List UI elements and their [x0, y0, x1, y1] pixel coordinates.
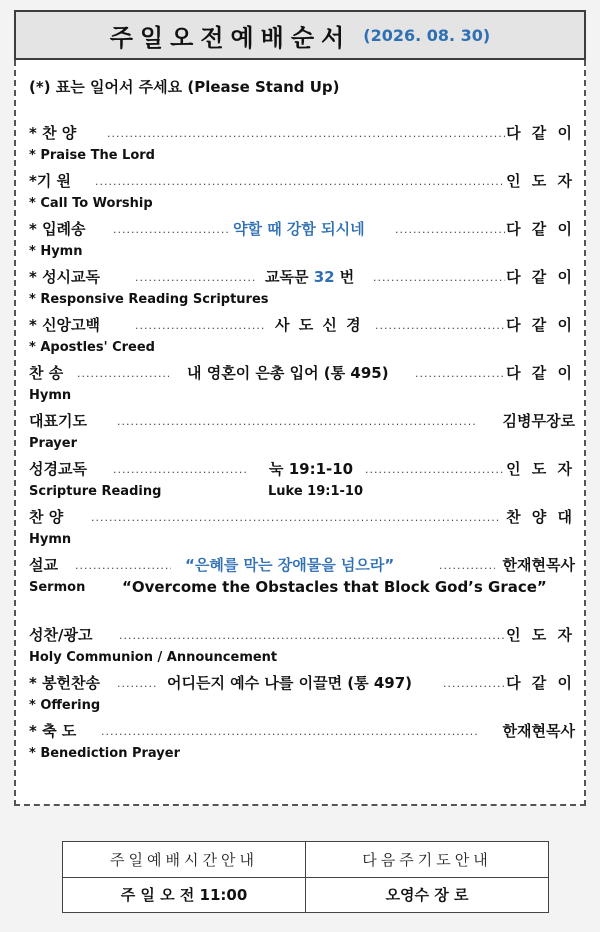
- hymn-title: 어디든지 예수 나를 이끌면 (통 497): [167, 674, 413, 692]
- dot-leader: [113, 460, 247, 482]
- dot-leader: [375, 316, 505, 338]
- hymn-title: 약할 때 강함 되시네: [233, 220, 365, 238]
- item-title: * 성시교독: [29, 268, 101, 286]
- dot-leader: [107, 124, 505, 146]
- item-english: Sermon: [29, 580, 86, 595]
- item-responsible: 다 같 이: [506, 124, 575, 142]
- item-english: Scripture Reading: [29, 484, 162, 499]
- item-title: 성경교독: [29, 460, 87, 478]
- item-responsible: 김병무장로: [502, 412, 575, 430]
- hymn-title: 내 영혼이 은총 입어 (통 495): [187, 364, 389, 382]
- dot-leader: [117, 674, 157, 696]
- item-title: 찬 양: [29, 508, 64, 526]
- item-english: Hymn: [29, 388, 72, 403]
- item-title: * 봉헌찬송: [29, 674, 101, 692]
- worship-time-value: 주 일 오 전 11:00: [63, 877, 306, 913]
- dot-leader: [95, 172, 505, 194]
- order-item-offering: [29, 672, 575, 694]
- item-title: * 입례송: [29, 220, 86, 238]
- item-responsible: 다 같 이: [506, 364, 575, 382]
- item-english: * Praise The Lord: [29, 148, 155, 163]
- page-title: 주일오전예배순서: [109, 23, 352, 52]
- dot-leader: [113, 220, 231, 242]
- dot-leader: [91, 508, 501, 530]
- dot-leader: [373, 268, 505, 290]
- item-english: * Hymn: [29, 244, 83, 259]
- item-title: 설교: [29, 556, 58, 574]
- dot-leader: [135, 316, 265, 338]
- order-item-call-to-worship: [29, 170, 575, 192]
- item-responsible: 찬 양 대: [506, 508, 575, 526]
- item-english: Holy Communion / Announcement: [29, 650, 278, 665]
- item-title: 대표기도: [29, 412, 87, 430]
- item-responsible: 다 같 이: [506, 220, 575, 238]
- stand-note: (*) 표는 일어서 주세요 (Please Stand Up): [29, 78, 340, 96]
- item-english: Hymn: [29, 532, 72, 547]
- order-item-sermon: [29, 554, 575, 576]
- info-table: [62, 841, 549, 913]
- item-english: * Call To Worship: [29, 196, 153, 211]
- next-prayer-header: 다음주기도안내: [306, 842, 549, 878]
- order-item-praise: [29, 122, 575, 144]
- item-responsible: 한재현목사: [502, 556, 575, 574]
- item-title: 찬 송: [29, 364, 64, 382]
- order-item-prayer: [29, 410, 575, 432]
- item-english: * Apostles' Creed: [29, 340, 155, 355]
- creed-name: 사 도 신 경: [275, 316, 363, 334]
- item-english: Prayer: [29, 436, 78, 451]
- dot-leader: [119, 626, 505, 648]
- order-of-worship: [14, 60, 586, 806]
- title-bar: [14, 10, 586, 60]
- item-title: * 찬 양: [29, 124, 77, 142]
- item-responsible: 인 도 자: [506, 460, 575, 478]
- service-date: (2026. 08. 30): [363, 25, 491, 45]
- scripture-reference-english: Luke 19:1-10: [268, 484, 363, 499]
- item-responsible: 다 같 이: [506, 316, 575, 334]
- order-item-communion: [29, 624, 575, 646]
- worship-time-header: 주일예배시간안내: [63, 842, 306, 878]
- order-item-hymn: [29, 362, 575, 384]
- item-responsible: 다 같 이: [506, 674, 575, 692]
- sermon-title: “은혜를 막는 장애물을 넘으라”: [185, 556, 395, 574]
- item-english: * Offering: [29, 698, 101, 713]
- next-prayer-value: 오영수 장 로: [306, 877, 549, 913]
- order-item-scripture-reading: [29, 458, 575, 480]
- dot-leader: [135, 268, 255, 290]
- scripture-reference: 눅 19:1-10: [269, 460, 354, 478]
- dot-leader: [117, 412, 477, 434]
- dot-leader: [77, 364, 169, 386]
- item-title: 성찬/광고: [29, 626, 93, 644]
- reading-number: 교독문 32 번: [265, 268, 355, 286]
- item-responsible: 다 같 이: [506, 268, 575, 286]
- item-english: * Responsive Reading Scriptures: [29, 292, 269, 307]
- item-title: * 신앙고백: [29, 316, 101, 334]
- order-item-creed: [29, 314, 575, 336]
- item-responsible: 인 도 자: [506, 626, 575, 644]
- order-item-hymn-entrance: [29, 218, 575, 240]
- dot-leader: [395, 220, 505, 242]
- item-responsible: 한재현목사: [502, 722, 575, 740]
- item-title: * 축 도: [29, 722, 77, 740]
- dot-leader: [75, 556, 171, 578]
- order-item-responsive-reading: [29, 266, 575, 288]
- item-english: * Benediction Prayer: [29, 746, 180, 761]
- dot-leader: [415, 364, 505, 386]
- item-title: *기 원: [29, 172, 72, 190]
- dot-leader: [443, 674, 505, 696]
- sermon-title-english: “Overcome the Obstacles that Block God’s Grace”: [122, 578, 547, 596]
- item-responsible: 인 도 자: [506, 172, 575, 190]
- dot-leader: [439, 556, 495, 578]
- order-item-choir: [29, 506, 575, 528]
- dot-leader: [365, 460, 505, 482]
- dot-leader: [101, 722, 477, 744]
- order-item-benediction: [29, 720, 575, 742]
